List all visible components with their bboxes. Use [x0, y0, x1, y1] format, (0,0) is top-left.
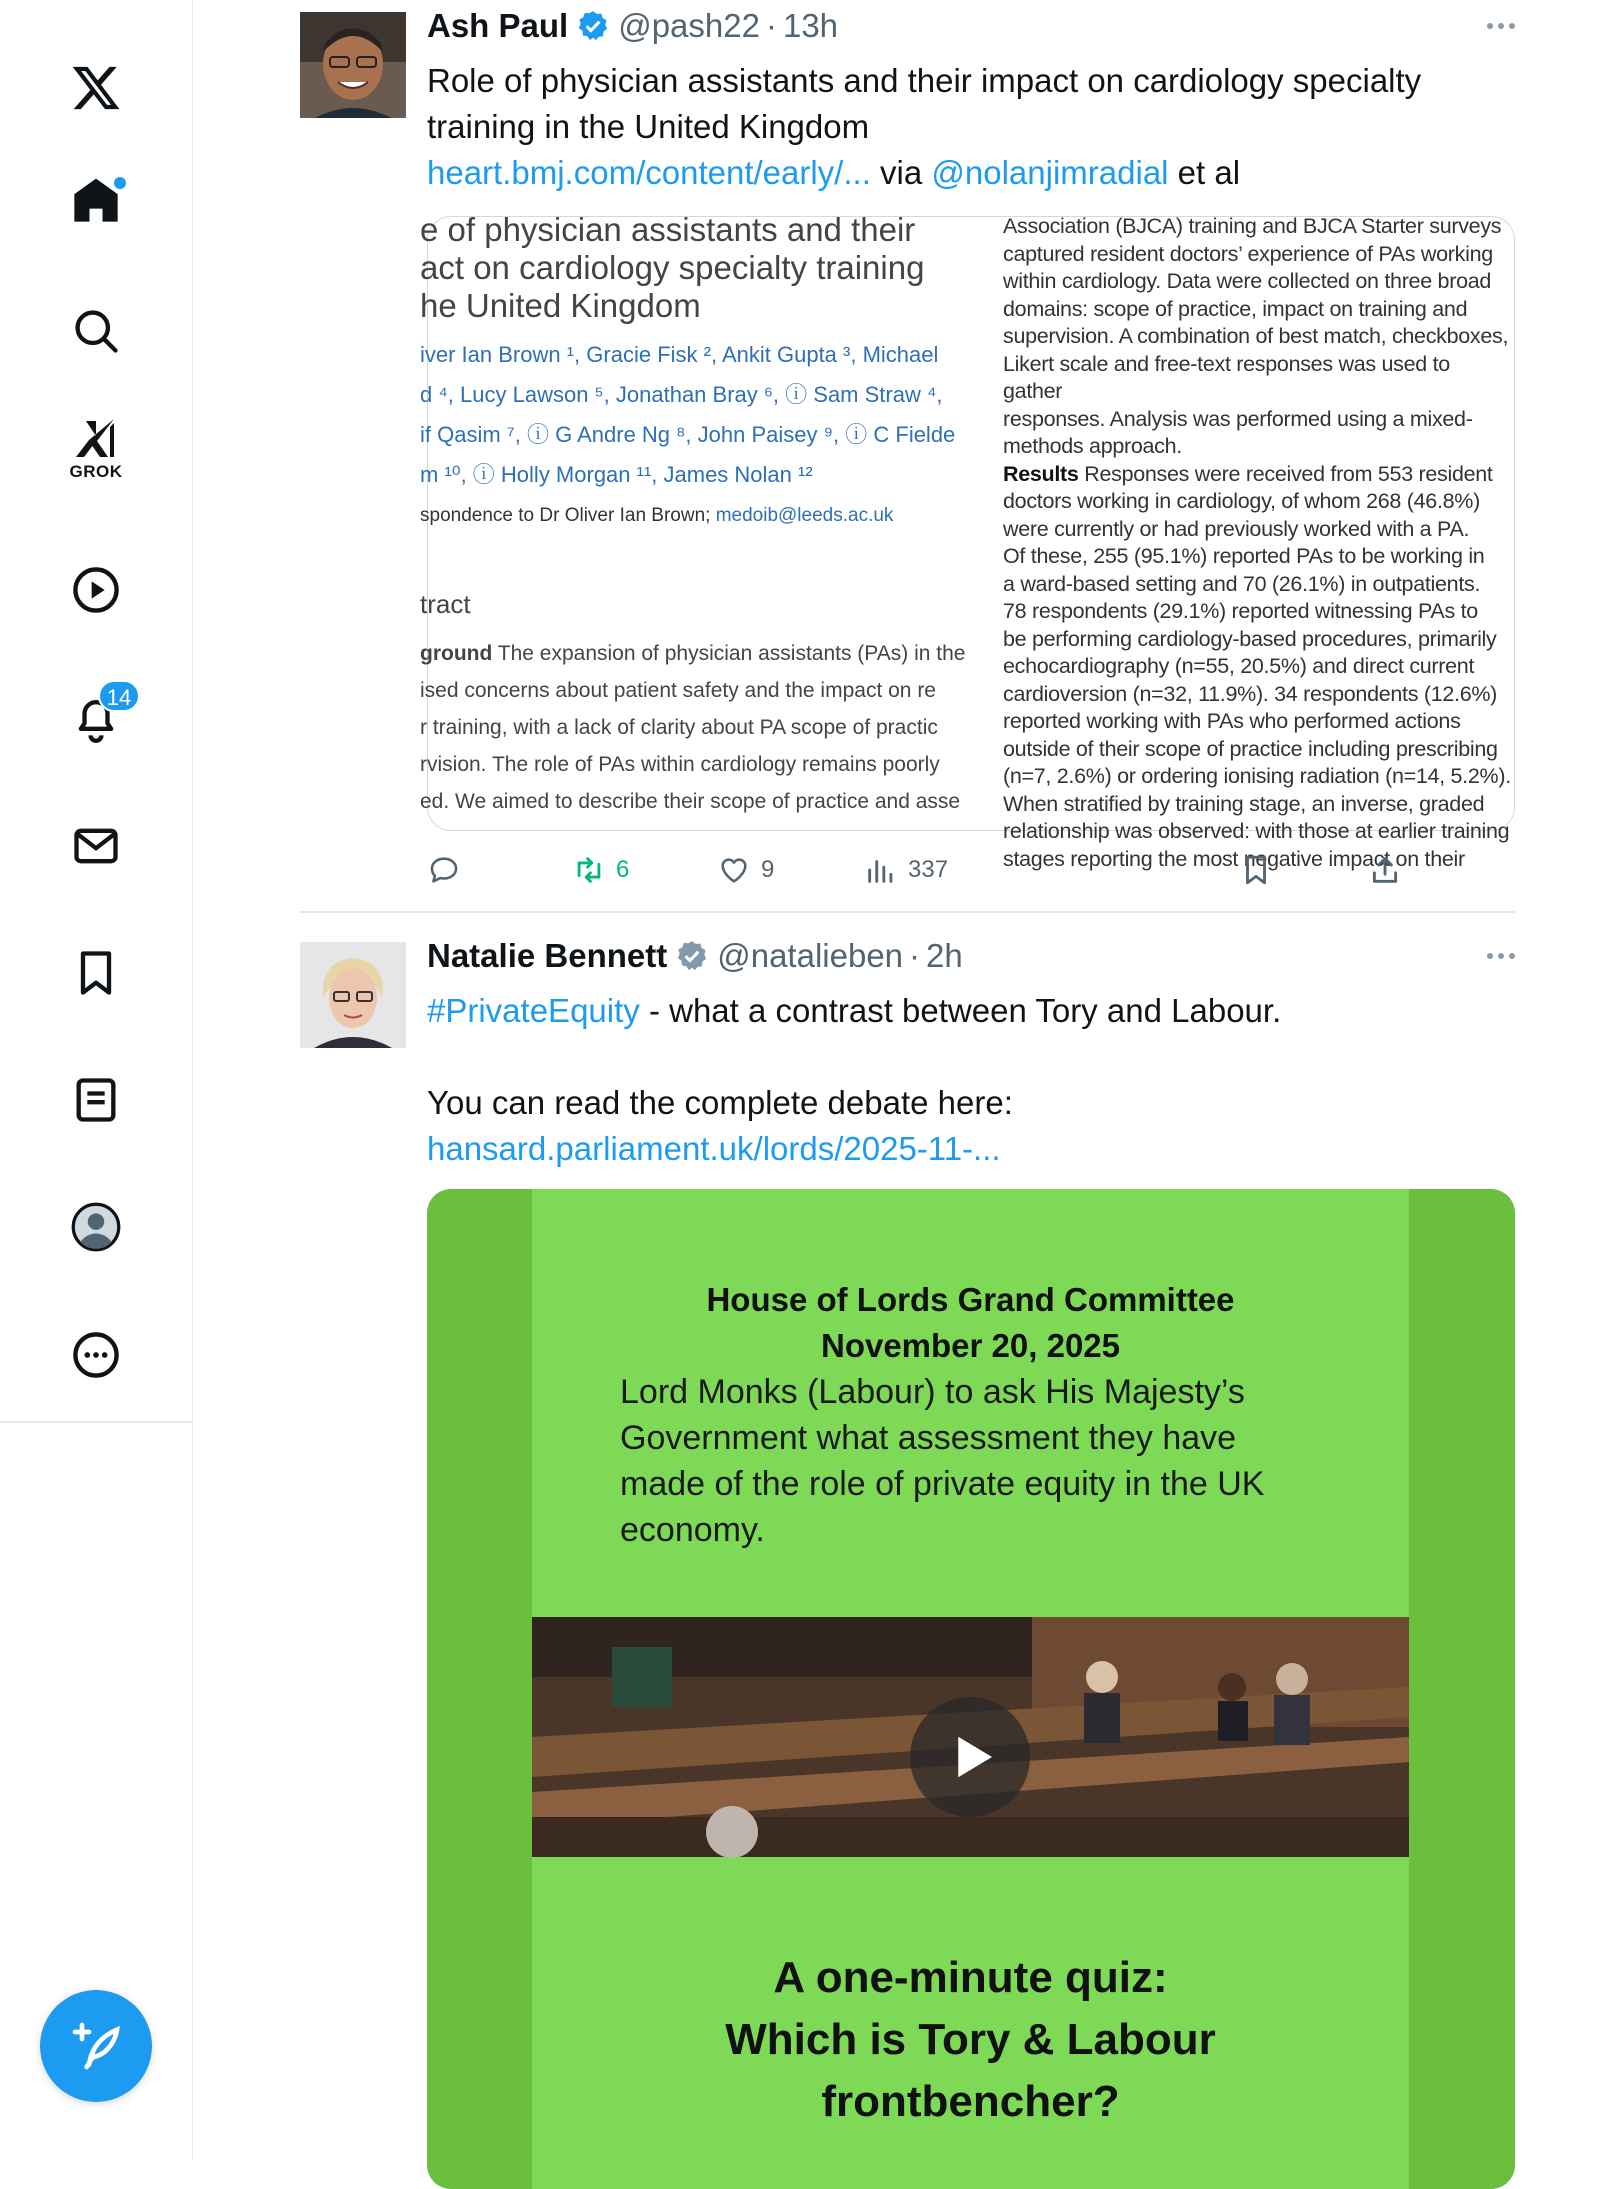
paper-right-column: [1003, 213, 1513, 871]
tweet-text: [427, 58, 1515, 196]
avatar-natalie-bennett[interactable]: [300, 942, 406, 1048]
play-button[interactable]: [910, 1697, 1030, 1817]
paper-right-line: a ward-based setting and 70 (26.1%) in outpatients.: [1003, 571, 1481, 596]
tweet-text-main: Role of physician assistants and their impact on cardiology specialty training in the United Kingdom: [427, 62, 1422, 145]
sidebar-divider: [0, 1421, 193, 1423]
nav-more[interactable]: [46, 1305, 146, 1405]
tweet-separator: [300, 911, 1515, 913]
sidebar: [0, 0, 193, 2160]
nav-video[interactable]: [46, 540, 146, 640]
paper-right-line: relationship was observed: with those at earlier training: [1003, 819, 1510, 843]
profile-icon: [70, 1201, 122, 1253]
avatar-image: [300, 942, 406, 1048]
article-link[interactable]: heart.bmj.com/content/early/...: [427, 154, 871, 191]
paper-right-line: Of these, 255 (95.1%) reported PAs to be working in: [1003, 544, 1485, 568]
author-handle[interactable]: @pash22: [618, 7, 760, 44]
hashtag-link[interactable]: #PrivateEquity: [427, 992, 640, 1029]
nav-bookmarks[interactable]: [46, 923, 146, 1023]
avatar-ash-paul[interactable]: [300, 12, 406, 118]
video-still: [532, 1617, 1409, 1857]
tweet-header: [427, 6, 1515, 46]
bookmark-icon: [1239, 853, 1273, 887]
verified-badge-icon: [576, 9, 610, 43]
paper-right-line: cardioversion (n=32, 11.9%). 34 respondents (12.6%): [1003, 681, 1498, 706]
retweet-button[interactable]: [572, 850, 629, 890]
views-button[interactable]: [864, 850, 948, 890]
poster-quiz: A one-minute quiz: Which is Tory & Labour frontbencher?: [725, 1953, 1216, 2126]
compose-post-icon: [68, 2018, 124, 2074]
paper-right-line: were currently or had previously worked with a PA.: [1003, 516, 1470, 541]
x-logo-icon: [70, 62, 122, 114]
nav-explore[interactable]: [46, 281, 146, 381]
mail-icon: [70, 820, 122, 872]
tweet-header: [427, 936, 1515, 976]
notifications-badge: 14: [98, 680, 140, 712]
paper-right-line: outside of their scope of practice including prescribing: [1003, 736, 1498, 761]
nav-messages[interactable]: [46, 796, 146, 896]
retweet-icon: [572, 853, 606, 887]
like-button[interactable]: [717, 850, 774, 890]
paper-right-line: domains: scope of practice, impact on training and: [1003, 296, 1468, 321]
avatar-image: [300, 12, 406, 118]
like-count: 9: [761, 856, 775, 883]
share-icon: [1368, 853, 1402, 887]
verified-badge-icon: [675, 939, 709, 973]
via-text: via: [870, 154, 932, 191]
more-options-icon[interactable]: [1487, 936, 1515, 976]
heart-icon: [717, 853, 751, 887]
views-icon: [864, 853, 898, 887]
paper-right-line: (n=7, 2.6%) or ordering ionising radiation (n=14, 5.2%).: [1003, 764, 1511, 788]
separator-dot: ·: [765, 7, 777, 44]
tweet-actions: [427, 850, 1507, 890]
grok-label: GROK: [69, 462, 123, 481]
paper-right-line: stages reporting the most negative impact on their: [1003, 846, 1465, 871]
nav-articles[interactable]: [46, 1050, 146, 1150]
poster-heading-committee: House of Lords Grand Committee: [706, 1281, 1235, 1318]
paper-right-line: reported working with PAs who performed actions: [1003, 709, 1461, 733]
play-icon: [947, 1730, 1001, 1784]
tweet-text-debate: You can read the complete debate here:: [427, 1084, 1013, 1121]
article-icon: [70, 1074, 122, 1126]
paper-right-line: Likert scale and free-text responses was used to gather: [1003, 351, 1450, 403]
hansard-link[interactable]: hansard.parliament.uk/lords/2025-11-...: [427, 1130, 1001, 1167]
paper-right-line: be performing cardiology-based procedures, primarily: [1003, 626, 1497, 651]
video-poster: [532, 1189, 1409, 2189]
bookmark-icon: [70, 947, 122, 999]
play-circle-icon: [70, 564, 122, 616]
author-name[interactable]: Ash Paul: [427, 7, 569, 44]
more-circle-icon: [70, 1329, 122, 1381]
paper-abstract-heading: tract: [420, 589, 471, 619]
home-unread-dot: [114, 177, 126, 189]
compose-post-button[interactable]: [40, 1990, 152, 2102]
retweet-count: 6: [616, 856, 630, 883]
nav-profile[interactable]: [46, 1177, 146, 1277]
paper-right-line: methods approach.: [1003, 434, 1182, 458]
paper-authors: iver Ian Brown ¹, Gracie Fisk ², Ankit Gupta ³, Michael d ⁴, Lucy Lawson ⁵, Jonathan Bray ⁶, ⓘ Sam Straw ⁴, if Qasim ⁷, ⓘ G Andre Ng ⁸, John Paisey ⁹, ⓘ C Fielde m ¹⁰, ⓘ Holly Morgan ¹¹, James Nolan ¹²: [420, 342, 956, 487]
paper-background: ground The expansion of physician assistants (PAs) in the ised concerns about patient safety and the impact on re r training, with a lack of clarity about PA scope of practic rvision. The role of PAs within cardiology remains poorly ed. We aimed to describe their scope of practice and asse: [420, 642, 966, 813]
tweet-natalie-bennett[interactable]: [300, 936, 1515, 2160]
paper-title: e of physician assistants and their act on cardiology specialty training he United Kingdom: [420, 211, 925, 324]
more-options-icon[interactable]: [1487, 6, 1515, 46]
tweet-video[interactable]: [427, 1189, 1515, 2189]
paper-right-line: within cardiology. Data were collected on three broad: [1003, 269, 1492, 293]
reply-button[interactable]: [427, 850, 471, 890]
paper-right-line: 78 respondents (29.1%) reported witnessing PAs to: [1003, 599, 1478, 623]
nav-notifications[interactable]: [46, 668, 146, 768]
paper-right-line: Results Responses were received from 553 resident: [1003, 461, 1493, 486]
tweet-ash-paul[interactable]: [300, 6, 1515, 906]
paper-right-line: Association (BJCA) training and BJCA Starter surveys: [1003, 214, 1502, 238]
tweet-text-main: - what a contrast between Tory and Labour.: [639, 992, 1282, 1029]
author-name[interactable]: Natalie Bennett: [427, 937, 668, 974]
poster-heading-date: November 20, 2025: [820, 1327, 1120, 1364]
paper-left-column: [420, 211, 978, 832]
paper-right-line: When stratified by training stage, an inverse, graded: [1003, 791, 1485, 816]
share-button[interactable]: [1368, 850, 1412, 890]
view-count: 337: [908, 856, 949, 883]
bookmark-button[interactable]: [1239, 850, 1283, 890]
tweet-text: [427, 988, 1515, 1172]
paper-right-line: echocardiography (n=55, 20.5%) and direct current: [1003, 654, 1475, 678]
author-handle[interactable]: @natalieben: [717, 937, 904, 974]
separator-dot: ·: [909, 937, 921, 974]
paper-right-line: doctors working in cardiology, of whom 268 (46.8%): [1003, 489, 1480, 513]
poster-body: Lord Monks (Labour) to ask His Majesty’s Government what assessment they have made of the role of private equity in the UK economy.: [620, 1373, 1265, 1549]
grok-icon: [72, 415, 120, 463]
post-time[interactable]: 2h: [926, 937, 963, 974]
paper-right-line: captured resident doctors’ experience of PAs working: [1003, 241, 1493, 266]
reply-icon: [427, 853, 461, 887]
paper-right-line: responses. Analysis was performed using a mixed-: [1003, 406, 1473, 431]
paper-right-line: supervision. A combination of best match, checkboxes,: [1003, 324, 1509, 348]
nav-grok[interactable]: [46, 400, 146, 500]
x-logo-link[interactable]: [46, 38, 146, 138]
nav-home[interactable]: [46, 151, 146, 251]
et-al-text: et al: [1168, 154, 1241, 191]
mention-link[interactable]: @nolanjimradial: [931, 154, 1169, 191]
search-icon: [70, 305, 122, 357]
paper-correspondence: spondence to Dr Oliver Ian Brown; medoib@leeds.ac.uk: [420, 505, 894, 526]
post-time[interactable]: 13h: [782, 7, 839, 44]
